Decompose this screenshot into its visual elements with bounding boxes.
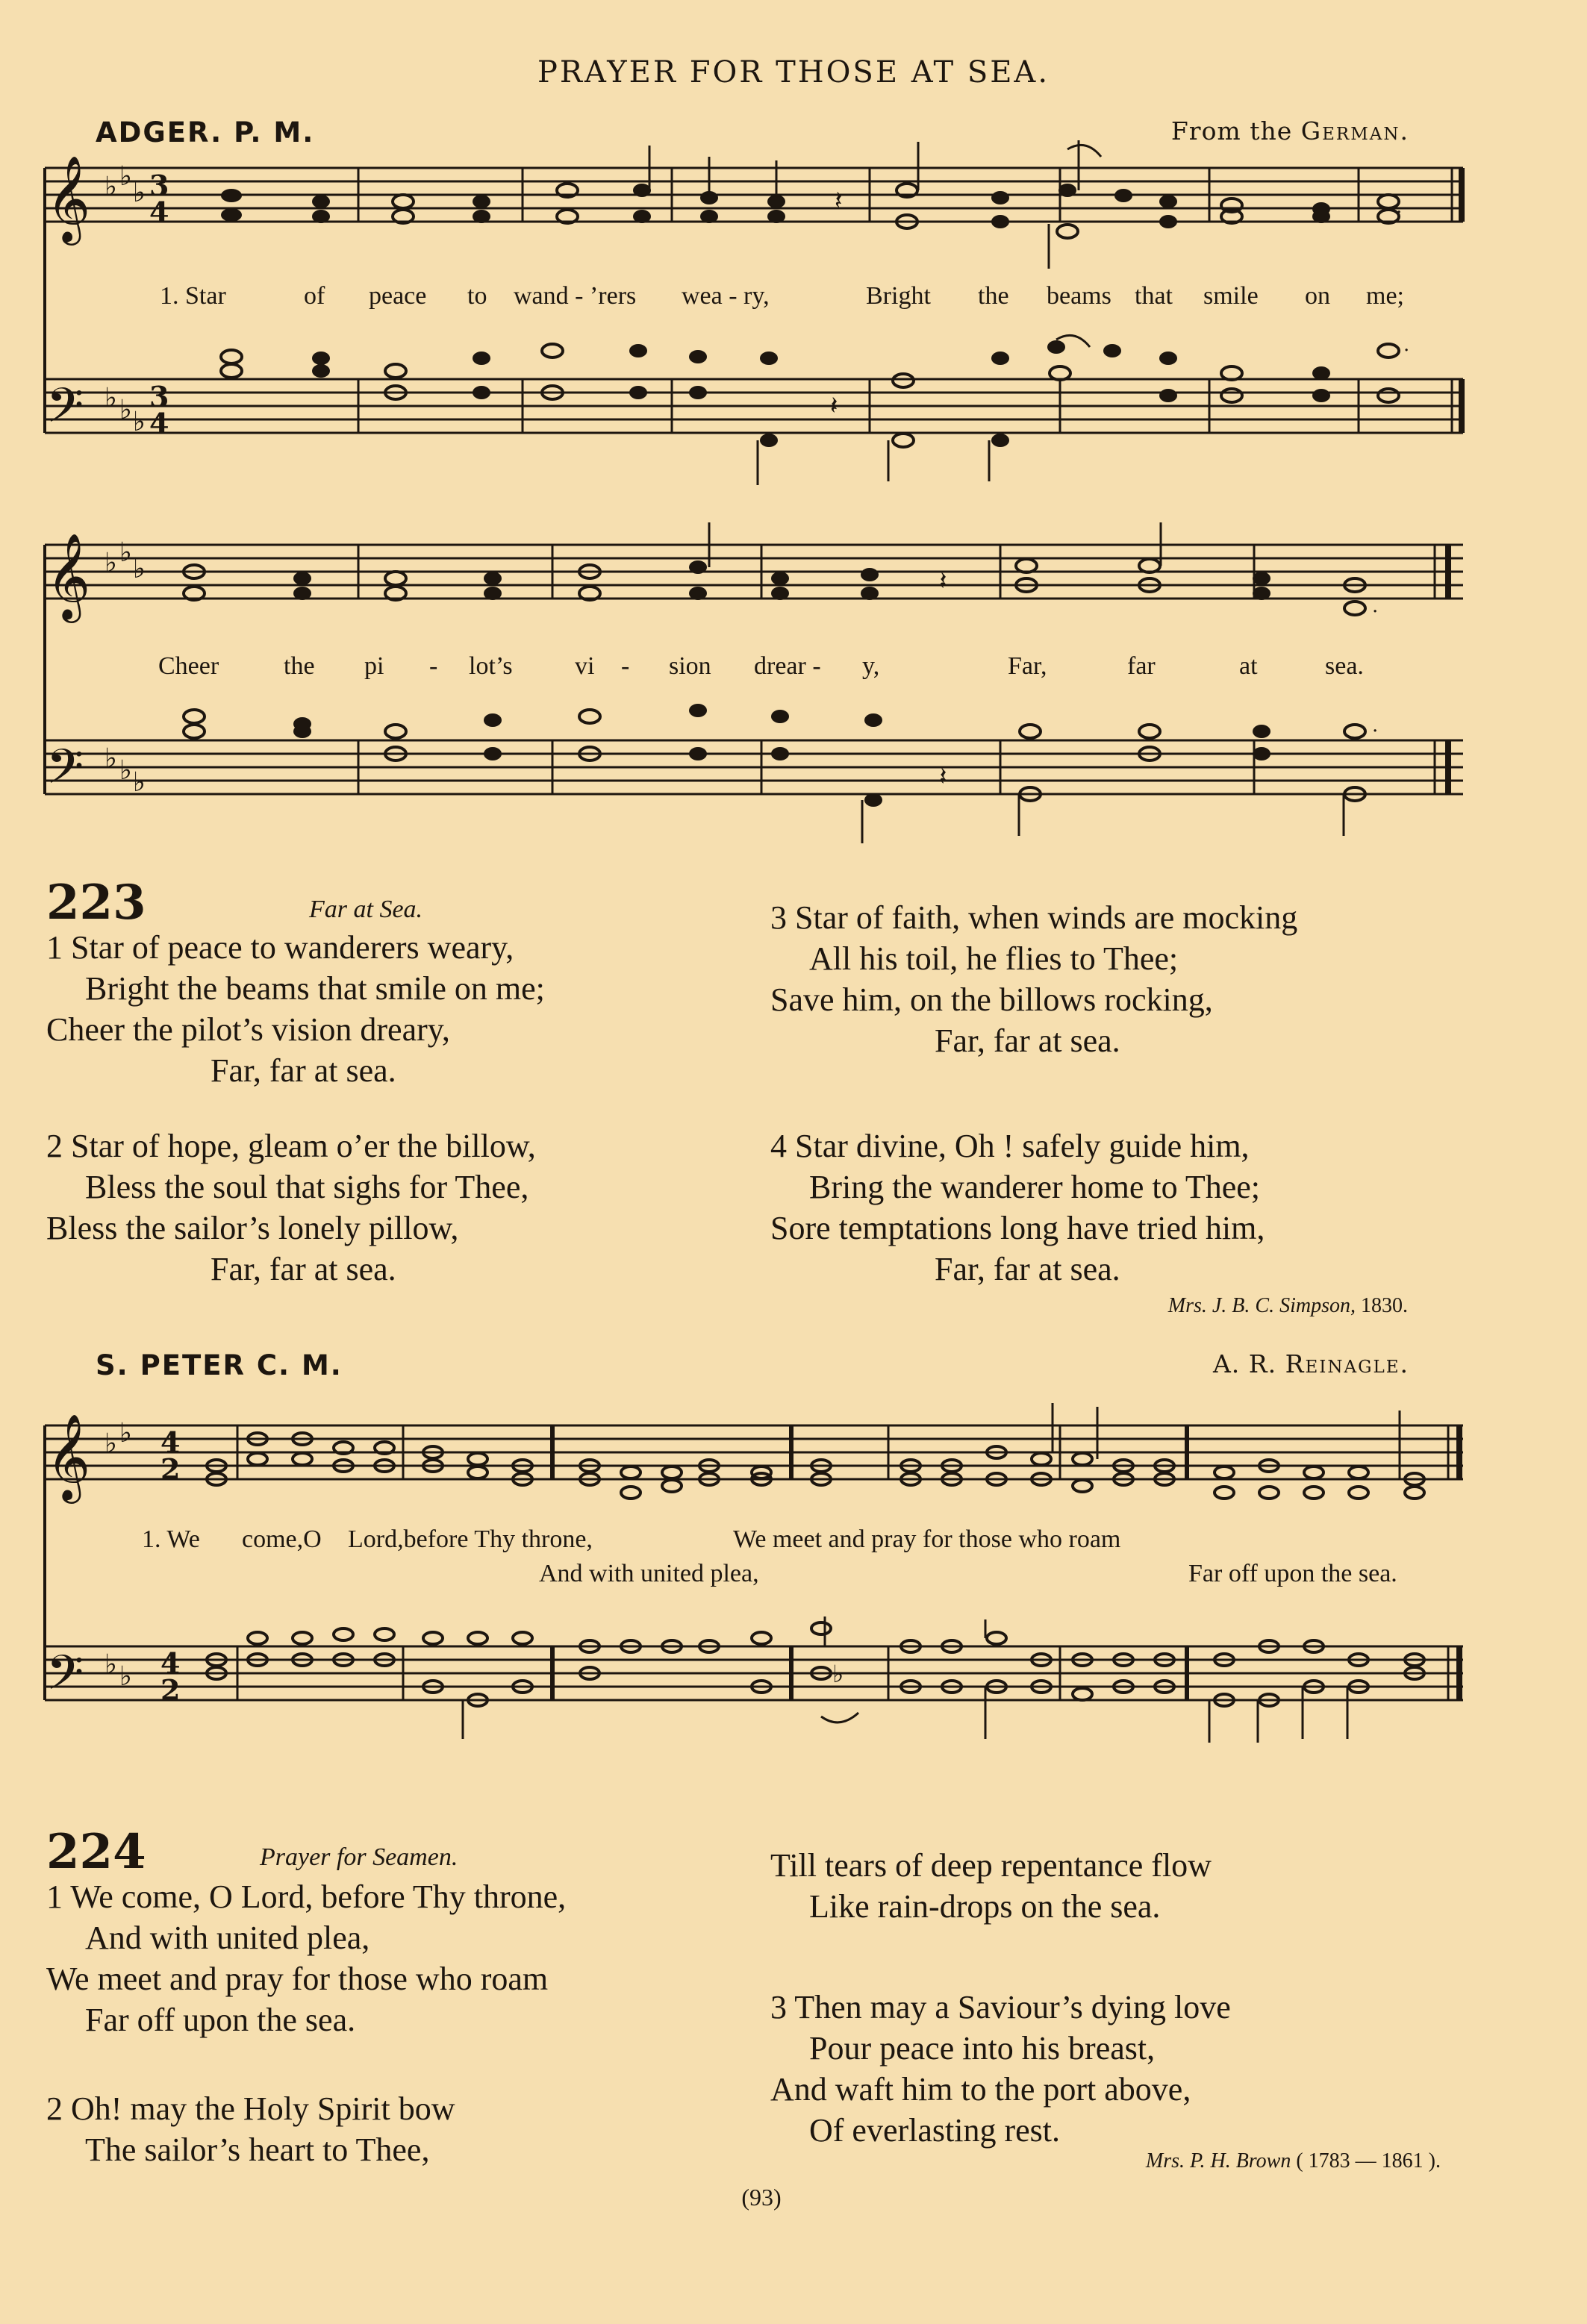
svg-text:♭: ♭ xyxy=(133,178,146,208)
svg-text:𝄞: 𝄞 xyxy=(46,532,91,619)
svg-text:♭: ♭ xyxy=(105,1649,117,1680)
svg-text:2: 2 xyxy=(160,1452,181,1486)
adger-lyric: on xyxy=(1305,282,1330,310)
svg-text:♭: ♭ xyxy=(105,383,117,413)
tune-source: From the German. xyxy=(1170,116,1409,146)
hymn-223-verse-3: 3 Star of faith, when winds are mocking All his toil, he flies to Thee; Save him, on the billows rocking, Far, far at sea. xyxy=(770,899,1298,1059)
hymn-number: 223 xyxy=(46,875,146,931)
adger-lyric: peace xyxy=(369,282,427,310)
hymn-title: Far at Sea. xyxy=(309,896,423,923)
svg-text:𝄽: 𝄽 xyxy=(835,186,843,216)
svg-text:𝄞: 𝄞 xyxy=(46,1413,91,1500)
tune-name-adger: ADGER. P. M. xyxy=(96,116,315,149)
adger-lyric: me; xyxy=(1366,282,1404,310)
svg-text:♭: ♭ xyxy=(133,407,146,437)
svg-text:.: . xyxy=(1372,714,1379,737)
adger-lyric: Bright xyxy=(866,282,931,310)
svg-text:𝄽: 𝄽 xyxy=(830,391,838,421)
adger-lyric: wea - ry, xyxy=(682,282,770,310)
adger-lyric: far xyxy=(1127,652,1156,680)
svg-text:𝄢: 𝄢 xyxy=(46,1646,84,1713)
hymn-224-verse-1: 1 We come, O Lord, before Thy throne, And with united plea, We meet and pray for those who roam Far off upon the sea. xyxy=(46,1878,567,2038)
s-peter-lyric: 1. We xyxy=(142,1525,200,1553)
s-peter-lyric: come,O xyxy=(242,1525,322,1553)
tune-composer: A. R. Reinagle. xyxy=(1212,1349,1409,1378)
svg-text:4: 4 xyxy=(160,1646,181,1680)
adger-lyric: lot’s xyxy=(469,652,513,680)
svg-text:.: . xyxy=(1372,595,1379,617)
svg-text:♭: ♭ xyxy=(105,548,117,578)
svg-text:♭: ♭ xyxy=(119,1661,132,1692)
adger-lyric: - xyxy=(621,652,630,680)
svg-text:♭: ♭ xyxy=(119,537,132,568)
treble-clef-icon: 𝄞 xyxy=(46,154,91,242)
svg-text:4: 4 xyxy=(160,1425,181,1459)
adger-lyric: to xyxy=(467,282,487,310)
adger-lyric: of xyxy=(304,282,325,310)
svg-text:4: 4 xyxy=(149,407,169,440)
adger-lyric: 1. Star xyxy=(160,282,226,310)
adger-system-1 xyxy=(0,0,1587,507)
tune-name-s-peter: S. PETER C. M. xyxy=(96,1349,343,1381)
hymn-224-verse-2-cont: Till tears of deep repentance flow Like rain-drops on the sea. xyxy=(770,1847,1212,1925)
svg-text:♭: ♭ xyxy=(105,743,117,774)
svg-text:𝄽: 𝄽 xyxy=(939,566,947,596)
adger-lyric: - xyxy=(429,652,438,680)
adger-lyric: wand - ’rers xyxy=(514,282,637,310)
hymn-title: Prayer for Seamen. xyxy=(260,1843,458,1871)
s-peter-lyric: Lord,before Thy throne, xyxy=(348,1525,593,1553)
svg-text:♭: ♭ xyxy=(119,395,132,425)
adger-lyric: Far, xyxy=(1008,652,1047,680)
adger-lyric: Cheer xyxy=(158,652,219,680)
hymn-224-verse-3: 3 Then may a Saviour’s dying love Pour peace into his breast, And waft him to the port above, Of everlasting rest. xyxy=(770,1989,1231,2149)
svg-text:3: 3 xyxy=(149,380,169,413)
svg-text:♭: ♭ xyxy=(119,161,132,192)
adger-lyric: beams xyxy=(1047,282,1111,310)
s-peter-lyric: We meet and pray for those who roam xyxy=(733,1525,1121,1553)
svg-text:♭: ♭ xyxy=(119,755,132,786)
svg-text:2: 2 xyxy=(160,1673,181,1707)
bass-clef-icon: 𝄢 xyxy=(46,378,84,446)
svg-text:♭: ♭ xyxy=(832,1660,844,1688)
svg-text:3: 3 xyxy=(149,169,169,202)
adger-lyric: the xyxy=(284,652,315,680)
hymn-number: 224 xyxy=(46,1824,146,1880)
svg-text:♭: ♭ xyxy=(133,767,146,798)
adger-lyric: sea. xyxy=(1325,652,1364,680)
adger-lyric: vi xyxy=(575,652,595,680)
adger-lyric: pi xyxy=(364,652,384,680)
adger-lyric: y, xyxy=(862,652,880,680)
adger-lyric: sion xyxy=(669,652,711,680)
page-header: PRAYER FOR THOSE AT SEA. xyxy=(537,55,1050,90)
adger-lyric: that xyxy=(1135,282,1173,310)
svg-text:♭: ♭ xyxy=(133,554,146,584)
svg-text:♭: ♭ xyxy=(105,172,117,202)
svg-text:4: 4 xyxy=(149,196,169,229)
adger-lyric: the xyxy=(978,282,1009,310)
page-number: (93) xyxy=(741,2184,782,2211)
hymn-224-verse-2: 2 Oh! may the Holy Spirit bow The sailor’s heart to Thee, xyxy=(46,2090,455,2168)
hymn-223-verse-1: 1 Star of peace to wanderers weary, Bright the beams that smile on me; Cheer the pilot’s vision dreary, Far, far at sea. xyxy=(46,929,545,1089)
svg-text:𝄢: 𝄢 xyxy=(46,740,84,807)
hymn-224-author: Mrs. P. H. Brown ( 1783 — 1861 ). xyxy=(1145,2149,1441,2172)
svg-text:.: . xyxy=(1403,334,1410,356)
hymn-223-verse-4: 4 Star divine, Oh ! safely guide him, Bring the wanderer home to Thee; Sore temptations long have tried him, Far, far at sea. xyxy=(770,1128,1265,1287)
s-peter-lyric: And with united plea, xyxy=(539,1560,759,1587)
adger-lyric: drear - xyxy=(754,652,821,680)
s-peter-lyric: Far off upon the sea. xyxy=(1188,1560,1397,1587)
svg-text:♭: ♭ xyxy=(105,1428,117,1459)
svg-text:♭: ♭ xyxy=(119,1418,132,1449)
svg-text:.: . xyxy=(1396,196,1403,218)
adger-lyric: smile xyxy=(1203,282,1259,310)
hymn-223-author: Mrs. J. B. C. Simpson, 1830. xyxy=(1167,1294,1408,1317)
hymn-223-verse-2: 2 Star of hope, gleam o’er the billow, Bless the soul that sighs for Thee, Bless the sailor’s lonely pillow, Far, far at sea. xyxy=(46,1128,536,1287)
svg-text:𝄽: 𝄽 xyxy=(939,762,947,792)
adger-lyric: at xyxy=(1239,652,1258,680)
